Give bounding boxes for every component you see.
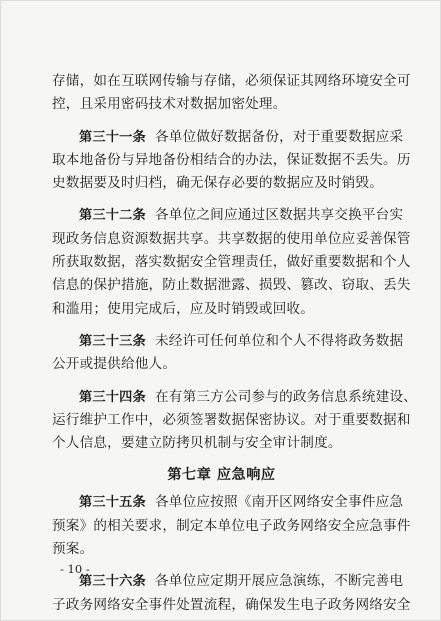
text-line: 子政务网络安全事件处置流程，确保发生电子政务网络安全	[52, 596, 411, 613]
text-line: 取本地备份与异地备份相结合的办法，保证数据不丢失。历	[52, 151, 411, 168]
article-33-text: 未经许可任何单位和个人不得将政务数据	[154, 332, 404, 349]
article-35-text: 各单位应按照《南开区网络安全事件应急	[154, 494, 404, 511]
article-33-title: 第三十三条	[79, 333, 146, 349]
text-line: 现政务信息资源数据共享。共享数据的使用单位应妥善保管	[52, 230, 411, 247]
article-34-title: 第三十四条	[79, 389, 146, 405]
text-line: 信息的保护措施，防止数据泄露、损毁、篡改、窃取、丢失	[52, 277, 411, 294]
page-number: - 10 -	[60, 562, 90, 576]
text-line: 和滥用；使用完成后，应及时销毁或回收。	[52, 300, 315, 317]
article-36-title: 第三十六条	[79, 574, 146, 590]
article-34-line	[52, 386, 418, 409]
article-31-line	[52, 126, 404, 149]
article-32-line	[52, 204, 404, 227]
document-body	[52, 70, 418, 617]
article-36-text: 各单位应定期开展应急演练，不断完善电	[154, 573, 404, 590]
article-36-line	[52, 570, 404, 593]
text-line: 史数据要及时归档，确无保存必要的数据应及时销毁。	[52, 175, 384, 192]
text-line: 所获取数据，落实数据安全管理责任，做好重要数据和个人	[52, 254, 411, 271]
text-line: 个人信息，要建立防拷贝机制与安全审计制度。	[52, 435, 342, 452]
text-line: 存储，如在互联网传输与存储，必须保证其网络环境安全可	[52, 73, 411, 89]
article-35-title: 第三十五条	[79, 495, 146, 511]
article-33-line	[52, 330, 404, 353]
text-line: 预案。	[52, 541, 94, 558]
chapter-heading: 第七章 应急响应	[167, 467, 276, 484]
article-35-line	[52, 491, 404, 514]
article-31-title: 第三十一条	[79, 129, 146, 145]
text-line: 控，且采用密码技术对数据加密处理。	[52, 96, 287, 113]
article-32-text: 各单位之间应通过区数据共享交换平台实	[154, 207, 404, 224]
article-31-text: 各单位做好数据备份，对于重要数据应采	[154, 128, 404, 145]
text-line: 运行维护工作中，必须签署数据保密协议。对于重要数据和	[52, 411, 411, 428]
article-34-text: 在有第三方公司参与的政务信息系统建设、	[154, 388, 418, 405]
text-line: 公开或提供给他人。	[52, 356, 177, 373]
text-line: 预案》的相关要求，制定本单位电子政务网络安全应急事件	[52, 517, 411, 534]
article-32-title: 第三十二条	[79, 208, 146, 224]
